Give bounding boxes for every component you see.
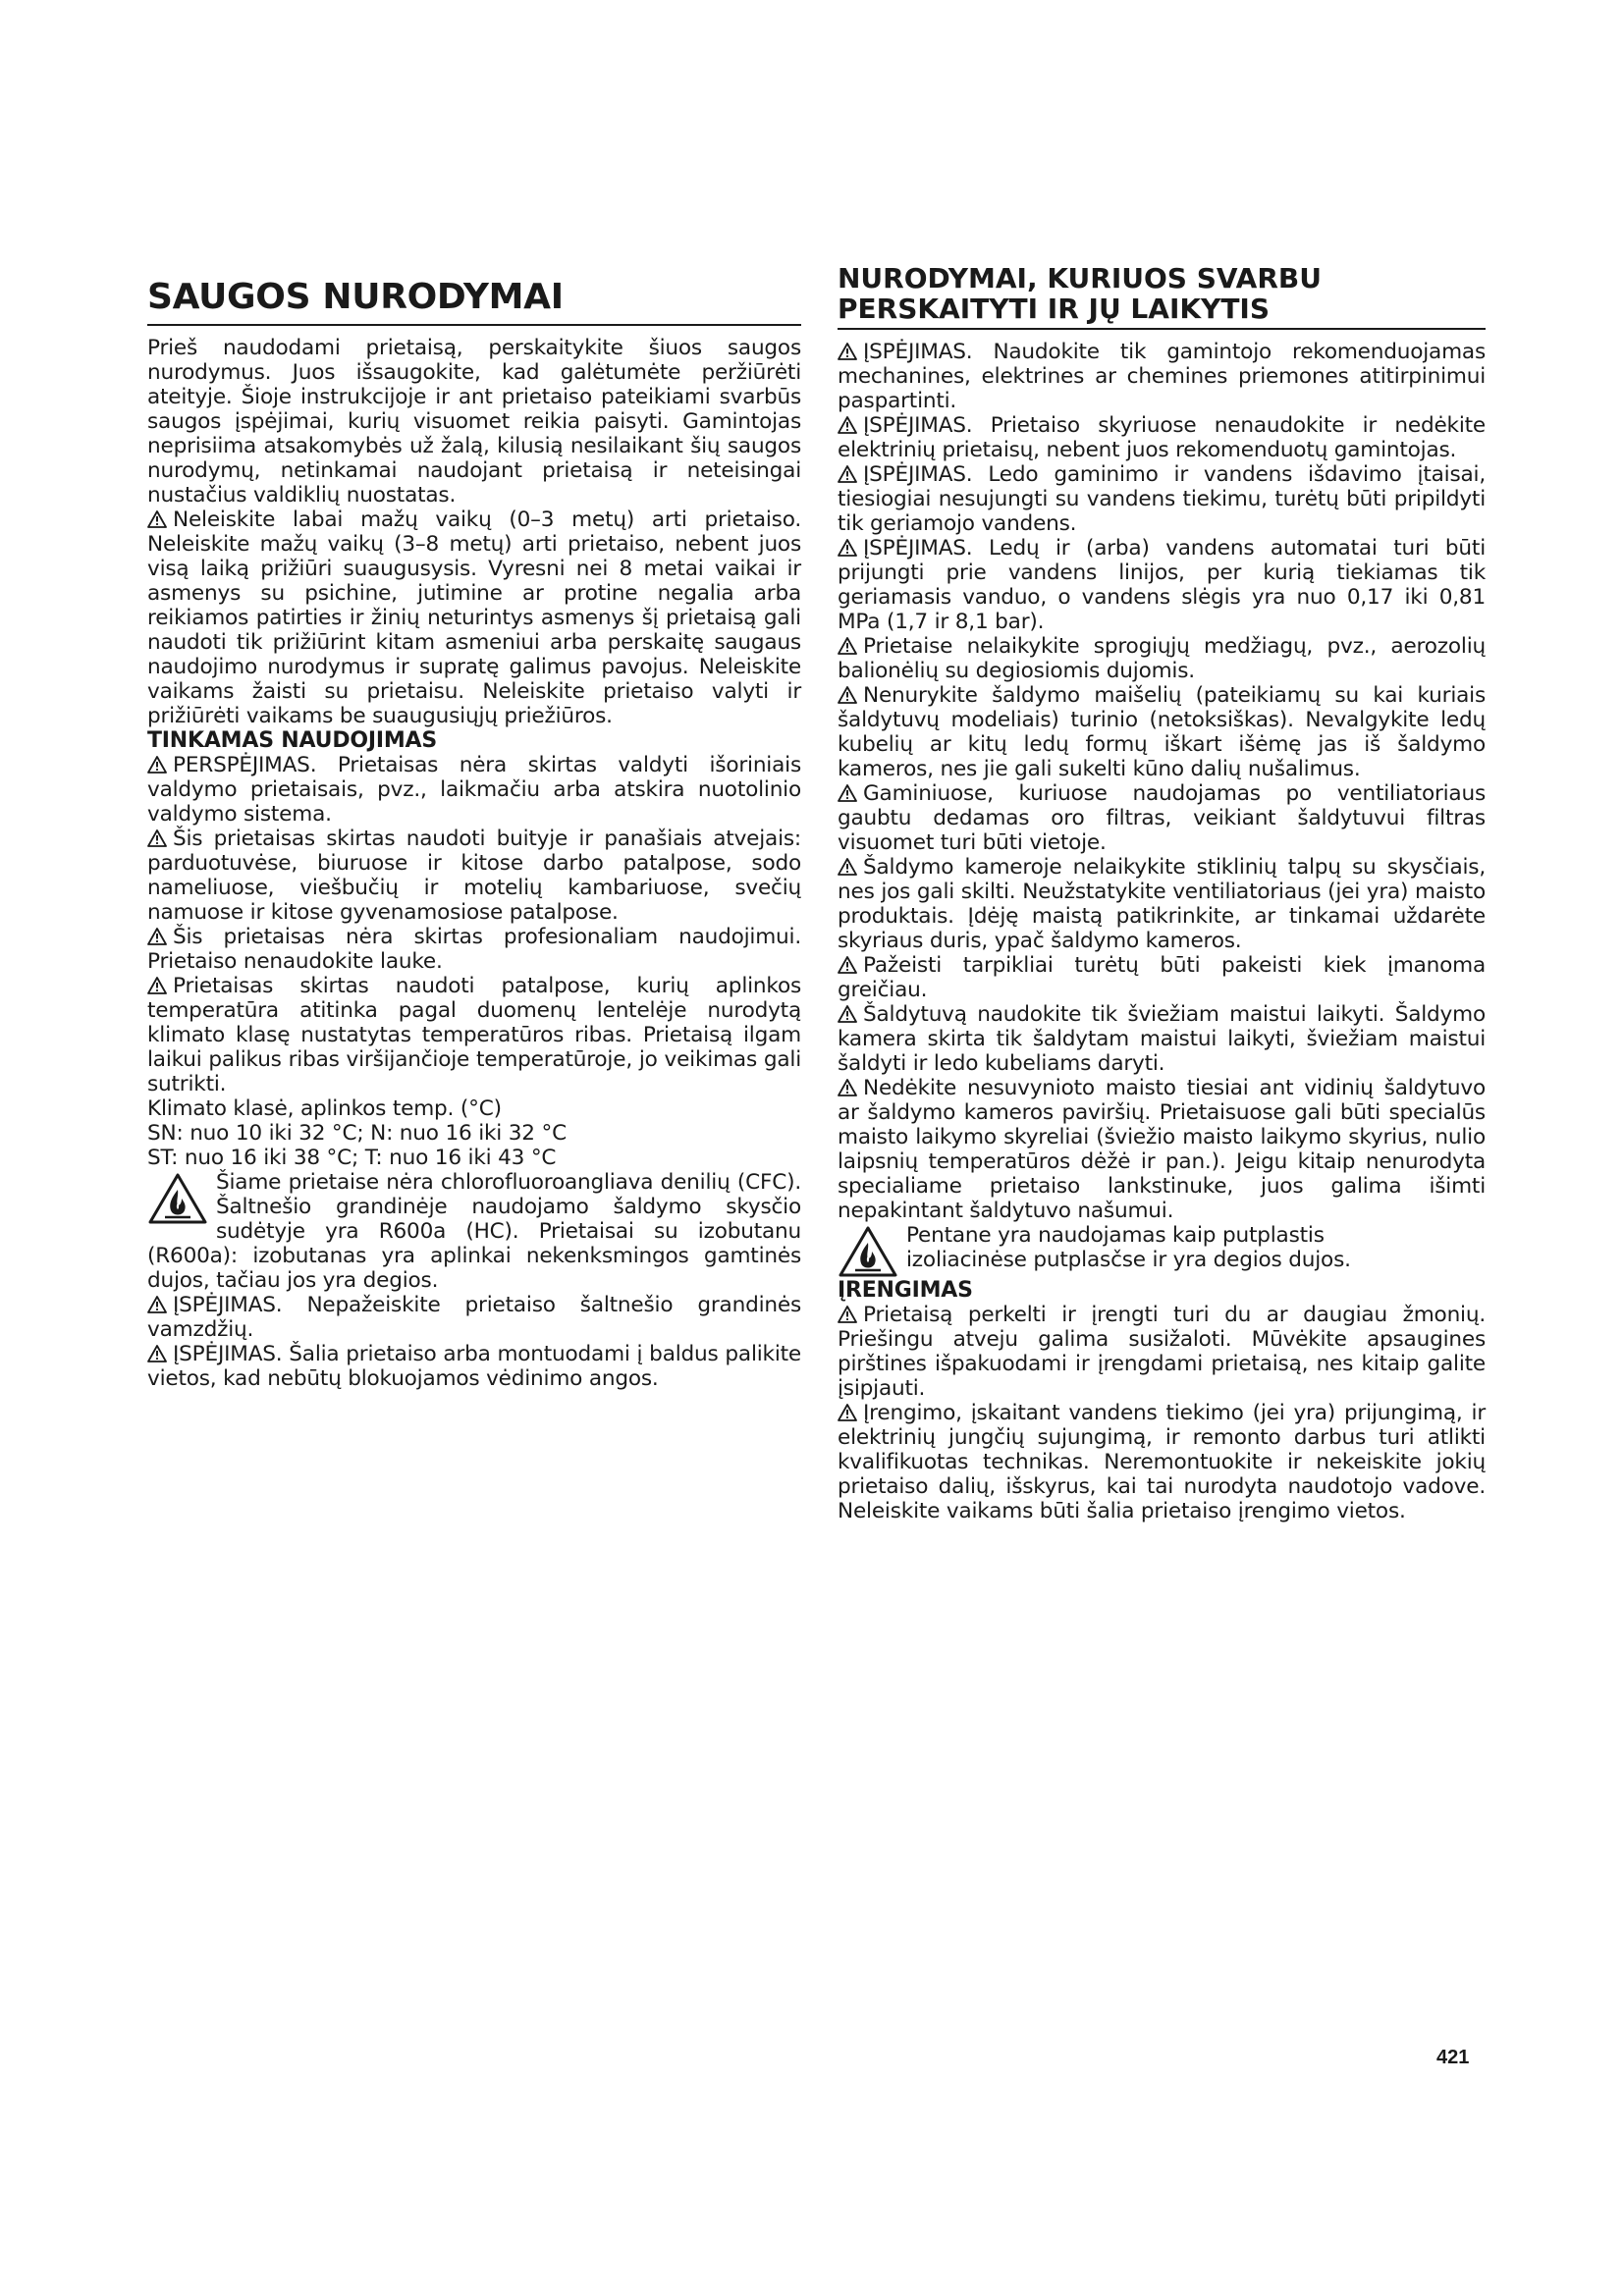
left-body [147, 336, 801, 1391]
warning-gaskets [838, 953, 1486, 1002]
caution-text: PERSPĖJIMAS. Prietaisas nėra skirtas valdyti išoriniais valdymo prietaisais, pvz., laikmačiu arba atskira nuotolinio valdymo sistema. [147, 753, 801, 827]
pentane-notice [838, 1223, 1486, 1272]
right-title-line-1: NURODYMAI, KURIUOS SVARBU [838, 262, 1322, 294]
flammable-triangle-icon [838, 1225, 898, 1278]
warning-triangle-icon [147, 756, 167, 774]
right-section-title [838, 263, 1486, 330]
warning-ice-maker-text: ĮSPĖJIMAS. Ledo gaminimo ir vandens išdavimo įtaisai, tiesiogiai nesujungti su vandens tiekimu, turėtų būti pripildyti tik geriamojo vandens. [838, 462, 1486, 536]
warning-defrost-text: ĮSPĖJIMAS. Naudokite tik gamintojo rekomenduojamas mechanines, elektrines ar chemines priemones atitirpinimui paspartinti. [838, 340, 1486, 413]
warning-triangle-icon [838, 858, 857, 876]
professional-paragraph [147, 925, 801, 974]
installation-technician-text: Įrengimo, įskaitant vandens tiekimo (jei yra) prijungimą, ir elektrinių jungčių sujungimą, ir remonto darbus turi atlikti kvalifikuotas technikas. Neremontuokite ir nekeiskite jokių prietaiso dalių, išskyrus, kai tai nurodyta naudotojo vadove. Neleiskite vaikams būti šalia prietaiso įrengimo vietos. [838, 1401, 1486, 1523]
warning-defrost [838, 340, 1486, 413]
warning-triangle-icon [838, 416, 857, 434]
warning-triangle-icon [838, 1005, 857, 1023]
warning-unwrapped-food-text: Nedėkite nesuvynioto maisto tiesiai ant vidinių šaldytuvo ar šaldymo kameros paviršių. Prietaisuose gali būti specialūs maisto laikymo skyreliai (šviežio maisto laikymo skyrius, nulio laipsnių temperatūros dėžė ir pan.). Jeigu kitaip nenurodyta specialiame prietaiso lankstinuke, juos galima išimti nepakintant šaldytuvo našumui. [838, 1076, 1486, 1223]
right-column [838, 263, 1486, 1523]
warning-glass-containers [838, 855, 1486, 953]
warning-electrical-devices-text: ĮSPĖJIMAS. Prietaiso skyriuose nenaudokite ir nedėkite elektrinių prietaisų, nebent juos rekomenduotų gamintojas. [838, 413, 1486, 462]
warning-triangle-icon [838, 956, 857, 974]
proper-use-subheading: TINKAMAS NAUDOJIMAS [147, 728, 438, 753]
warning-air-filter-text: Gaminiuose, kuriuose naudojamas po ventiliatoriaus gaubtu dedamas oro filtras, veikiant šaldytuvui filtras visuomet turi būti vietoje. [838, 781, 1486, 855]
warning-water-line-text: ĮSPĖJIMAS. Ledų ir (arba) vandens automatai turi būti prijungti prie vandens linijos, per kurią tiekiamas tik geriamasis vanduo, o vandens slėgis yra nuo 0,17 iki 0,81 MPa (1,7 ir 8,1 bar). [838, 536, 1486, 634]
page-title: SAUGOS NURODYMAI [147, 263, 801, 326]
circuit-warning [147, 1293, 801, 1342]
vents-warning-text: ĮSPĖJIMAS. Šalia prietaiso arba montuodami į baldus palikite vietos, kad nebūtų blokuojamos vėdinimo angos. [147, 1342, 801, 1391]
page-number: 421 [1436, 2047, 1470, 2068]
professional-text: Šis prietaisas nėra skirtas profesionaliam naudojimui. Prietaiso nenaudokite lauke. [147, 925, 801, 974]
circuit-warning-text: ĮSPĖJIMAS. Nepažeiskite prietaiso šaltnešio grandinės vamzdžių. [147, 1293, 801, 1342]
warning-cooling-packs-text: Nenurykite šaldymo maišelių (pateikiamų su kai kuriais šaldytuvų modeliais) turinio (netoksiškas). Nevalgykite ledų kubelių ar kitų ledų formų iškart išėmę jas iš šaldymo kameros, nes jie gali sukelti kūno dalių nušalimus. [838, 683, 1486, 781]
climate-class-row-1: SN: nuo 10 iki 32 °C; N: nuo 16 iki 32 °C [147, 1121, 567, 1146]
warning-triangle-icon [147, 1296, 167, 1313]
right-body [838, 340, 1486, 1523]
warning-explosives-text: Prietaise nelaikykite sprogiųjų medžiagų, pvz., aerozolių balionėlių su degiosiomis dujomis. [838, 634, 1486, 683]
warning-cooling-packs [838, 683, 1486, 781]
warning-triangle-icon [147, 510, 167, 528]
household-text: Šis prietaisas skirtas naudoti buityje ir panašiais atvejais: parduotuvėse, biuruose ir kitose darbo patalpose, sodo nameliuose, viešbučių ir motelių kambariuose, svečių namuose ir kitose gyvenamosiose patalpose. [147, 827, 801, 925]
warning-triangle-icon [147, 977, 167, 994]
left-column [147, 263, 801, 1391]
flammable-triangle-icon [147, 1172, 208, 1225]
household-paragraph [147, 827, 801, 925]
warning-fresh-food-text: Šaldytuvą naudokite tik šviežiam maistui laikyti. Šaldymo kamera skirta tik šaldytam maistui laikyti, šviežiam maistui šaldyti ir ledo kubeliams daryti. [838, 1002, 1486, 1076]
warning-electrical-devices [838, 413, 1486, 462]
refrigerant-text: Šiame prietaise nėra chlorofluoroangliava denilių (CFC). Šaltnešio grandinėje naudojamo šaldymo skysčio sudėtyje yra R600a (HC). Prietaisai su izobutanu (R600a): izobutanas yra aplinkai nekenksmingos gamtinės dujos, tačiau jos yra degios. [147, 1170, 801, 1293]
warning-gaskets-text: Pažeisti tarpikliai turėtų būti pakeisti kiek įmanoma greičiau. [838, 953, 1486, 1002]
warning-triangle-icon [147, 829, 167, 847]
warning-triangle-icon [838, 1079, 857, 1096]
warning-glass-containers-text: Šaldymo kameroje nelaikykite stiklinių talpų su skysčiais, nes jos gali skilti. Neužstatykite ventiliatoriaus (jei yra) maisto produktais. Įdėję maistą patikrinkite, ar tinkamai uždarėte skyriaus duris, ypač šaldymo kameros. [838, 855, 1486, 953]
warning-unwrapped-food [838, 1076, 1486, 1223]
warning-triangle-icon [838, 343, 857, 360]
climate-class-title: Klimato klasė, aplinkos temp. (°C) [147, 1096, 502, 1121]
vents-warning [147, 1342, 801, 1391]
warning-triangle-icon [838, 637, 857, 655]
warning-triangle-icon [838, 686, 857, 704]
caution-paragraph [147, 753, 801, 827]
intro-paragraph: Prieš naudodami prietaisą, perskaitykite šiuos saugos nurodymus. Juos išsaugokite, kad galėtumėte peržiūrėti ateityje. Šioje instrukcijoje ir ant prietaiso pateikiami svarbūs saugos įspėjimai, kurių visuomet reikia paisyti. Gamintojas neprisiima atsakomybės už žalą, kilusią nesilaikant šių saugos nurodymų, netinkamai naudojant prietaisą ir neteisingai nustačius valdiklių nuostatas. [147, 336, 801, 507]
refrigerant-paragraph [147, 1170, 801, 1293]
warning-triangle-icon [147, 928, 167, 945]
climate-class-table [147, 1096, 801, 1170]
right-title-line-2: PERSKAITYTI IR JŲ LAIKYTIS [838, 293, 1271, 325]
warning-triangle-icon [838, 1404, 857, 1421]
installation-handling-text: Prietaisą perkelti ir įrengti turi du ar daugiau žmonių. Priešingu atveju galima susižaloti. Mūvėkite apsaugines pirštines išpakuodami ir įrengdami prietaisą, nes kitaip galite įsipjauti. [838, 1303, 1486, 1401]
climate-paragraph [147, 974, 801, 1096]
installation-technician [838, 1401, 1486, 1523]
pentane-line-2: izoliacinėse putplasčse ir yra degios dujos. [906, 1248, 1351, 1272]
warning-fresh-food [838, 1002, 1486, 1076]
warning-triangle-icon [838, 539, 857, 557]
installation-handling [838, 1303, 1486, 1401]
warning-explosives [838, 634, 1486, 683]
children-warning [147, 507, 801, 728]
climate-text: Prietaisas skirtas naudoti patalpose, kurių aplinkos temperatūra atitinka pagal duomenų lentelėje nurodytą klimato klasę nustatytas temperatūros ribas. Prietaisą ilgam laikui palikus ribas viršijančioje temperatūroje, jo veikimas gali sutrikti. [147, 974, 801, 1096]
warning-triangle-icon [838, 1306, 857, 1323]
pentane-line-1: Pentane yra naudojamas kaip putplastis [906, 1223, 1325, 1248]
warning-triangle-icon [838, 465, 857, 483]
warning-triangle-icon [147, 1345, 167, 1362]
children-warning-text: Neleiskite labai mažų vaikų (0–3 metų) arti prietaiso. Neleiskite mažų vaikų (3–8 metų) arti prietaiso, nebent juos visą laiką prižiūri suaugusysis. Vyresni nei 8 metai vaikai ir asmenys su psichine, jutimine ar protine negalia arba reikiamos patirties ir žinių neturintys asmenys šį prietaisą gali naudoti tik prižiūrint kitam asmeniui arba perskaitę saugaus naudojimo nurodymus ir supratę galimus pavojus. Neleiskite vaikams žaisti su prietaisu. Neleiskite prietaiso valyti ir prižiūrėti vaikams be suaugusiųjų priežiūros. [147, 507, 801, 728]
warning-ice-maker [838, 462, 1486, 536]
warning-air-filter [838, 781, 1486, 855]
installation-subheading: ĮRENGIMAS [838, 1278, 973, 1303]
warning-water-line [838, 536, 1486, 634]
climate-class-row-2: ST: nuo 16 iki 38 °C; T: nuo 16 iki 43 °C [147, 1146, 557, 1170]
warning-triangle-icon [838, 784, 857, 802]
